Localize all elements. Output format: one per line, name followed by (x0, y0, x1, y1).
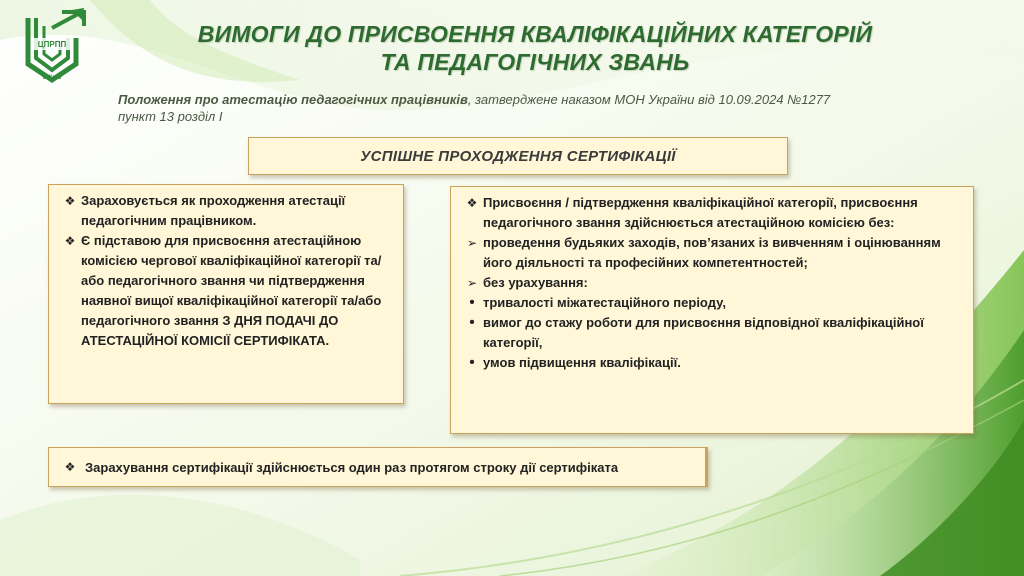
reference-details: , затверджене наказом МОН України від 10.09.2024 №1277 (467, 92, 831, 107)
list-item-text: тривалості міжатестаційного періоду, (483, 295, 726, 310)
diamond-bullet-icon: ❖ (64, 460, 76, 474)
reference-title: Положення про атестацію педагогічних працівників (118, 92, 468, 107)
list-item (59, 231, 395, 351)
reference-clause: пункт 13 розділ І (118, 109, 223, 124)
list-item-text: вимог до стажу роботи для присвоєння відповідної кваліфікаційної категорії, (483, 315, 924, 350)
list-item (461, 313, 965, 353)
dot-bullet-icon: • (469, 294, 475, 311)
logo (22, 8, 90, 84)
bottom-info-text: Зарахування сертифікації здійснюється один раз протягом строку дії сертифіката (85, 459, 619, 475)
diamond-bullet-icon: ❖ (64, 194, 76, 208)
list-item (461, 193, 965, 233)
logo-text-bottom: м.Київ (42, 75, 62, 81)
list-item (461, 273, 965, 293)
right-info-box (450, 186, 974, 434)
list-item (59, 191, 395, 231)
arrow-bullet-icon: ➢ (466, 276, 478, 290)
certification-header-box (248, 137, 788, 175)
list-item (461, 293, 965, 313)
page-title (120, 20, 950, 76)
list-item-text: без урахування: (483, 275, 588, 290)
list-item (461, 353, 965, 373)
arrow-bullet-icon: ➢ (466, 236, 478, 250)
logo-text-top: ЦПРПП (37, 40, 67, 49)
diamond-bullet-icon: ❖ (466, 196, 478, 210)
title-line-1: ВИМОГИ ДО ПРИСВОЕННЯ КВАЛІФІКАЦІЙНИХ КАТЕГОРІЙ (197, 21, 873, 47)
certification-header-label: УСПІШНЕ ПРОХОДЖЕННЯ СЕРТИФІКАЦІЇ (360, 147, 676, 165)
document-reference (118, 91, 958, 125)
list-item-text: Зараховується як проходження атестації педагогічним працівником. (81, 193, 346, 228)
bottom-info-box (48, 447, 708, 487)
list-item-text: Є підставою для присвоєння атестаційною комісією чергової кваліфікаційної категорії та/або педагогічного звання чи підтвердження наявної вищої кваліфікаційної категорії та/або педагогічного звання З ДНЯ ПОДАЧІ ДО АТЕСТАЦІЙНОЇ КОМІСІЇ СЕРТИФІКАТА. (81, 233, 382, 348)
list-item-text: Присвоєння / підтвердження кваліфікаційної категорії, присвоєння педагогічного звання здійснюється атестаційною комісією без: (483, 195, 918, 230)
title-line-2: ТА ПЕДАГОГІЧНИХ ЗВАНЬ (380, 49, 690, 75)
list-item-text: умов підвищення кваліфікації. (483, 355, 681, 370)
diamond-bullet-icon: ❖ (64, 234, 76, 248)
dot-bullet-icon: • (469, 354, 475, 371)
left-info-box (48, 184, 404, 404)
dot-bullet-icon: • (469, 314, 475, 331)
list-item-text: проведення будьяких заходів, пов’язаних із вивченням і оцінюванням його діяльності та професійних компетентностей; (483, 235, 941, 270)
list-item (461, 233, 965, 273)
